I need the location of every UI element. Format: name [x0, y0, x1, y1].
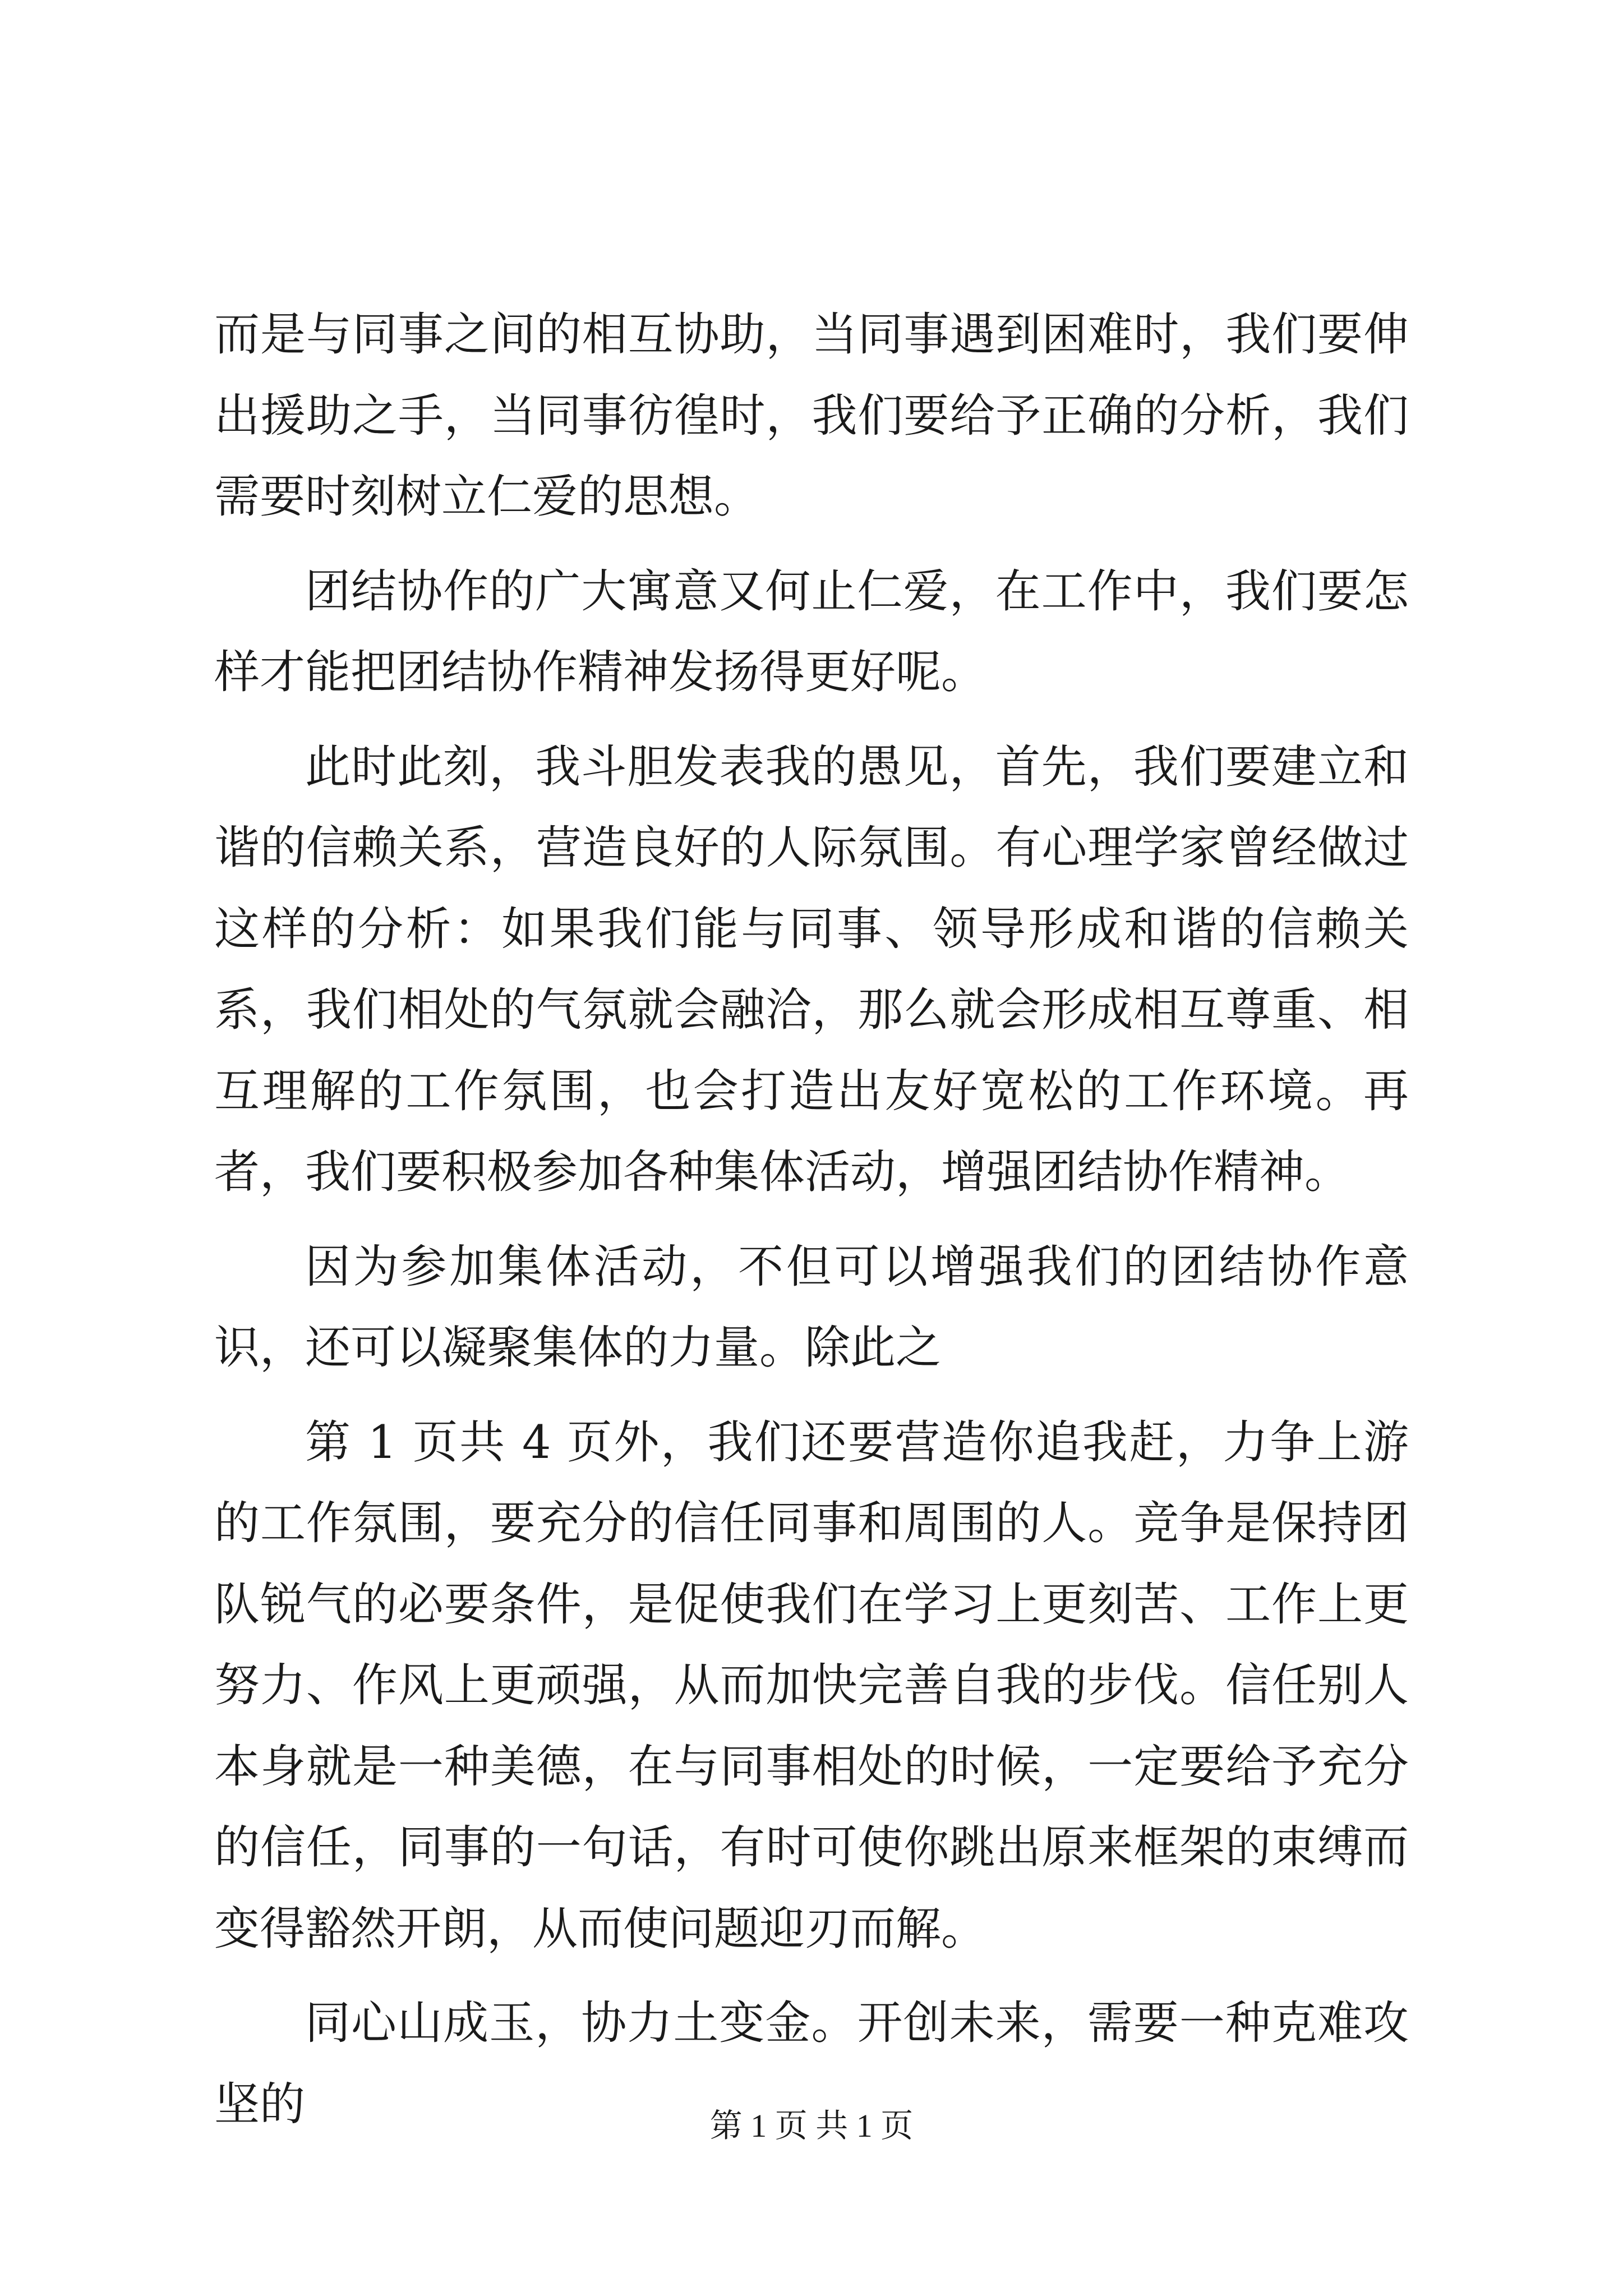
paragraph-4: 因为参加集体活动，不但可以增强我们的团结协作意识，还可以凝聚集体的力量。除此之: [214, 1240, 1409, 1374]
paragraph-3: 此时此刻，我斗胆发表我的愚见，首先，我们要建立和谐的信赖关系，营造良好的人际氛围。有心理学家曾经做过这样的分析：如果我们能与同事、领导形成和谐的信赖关系，我们相处的气氛就会融洽，那么就会形成相互尊重、相互理解的工作氛围，也会打造出友好宽松的工作环境。再者，我们要积极参加各种集体活动，增强团结协作精神。: [214, 740, 1409, 1199]
document-body: [214, 295, 1409, 2159]
paragraph-6: 同心山成玉，协力土变金。开创未来，需要一种克难攻坚的: [214, 1997, 1409, 2131]
paragraph-5: 第 1 页共 4 页外，我们还要营造你追我赶，力争上游的工作氛围，要充分的信任同事和周围的人。竞争是保持团队锐气的必要条件，是促使我们在学习上更刻苦、工作上更努力、作风上更顽强，从而加快完善自我的步伐。信任别人本身就是一种美德，在与同事相处的时候，一定要给予充分的信任，同事的一句话，有时可使你跳出原来框架的束缚而变得豁然开朗，从而使问题迎刃而解。: [214, 1416, 1409, 1955]
paragraph-1: 而是与同事之间的相互协助，当同事遇到困难时，我们要伸出援助之手，当同事彷徨时，我们要给予正确的分析，我们需要时刻树立仁爱的思想。: [214, 309, 1409, 523]
paragraph-2: 团结协作的广大寓意又何止仁爱，在工作中，我们要怎样才能把团结协作精神发扬得更好呢。: [214, 565, 1409, 699]
page-footer: 第 1 页 共 1 页: [709, 2108, 914, 2144]
